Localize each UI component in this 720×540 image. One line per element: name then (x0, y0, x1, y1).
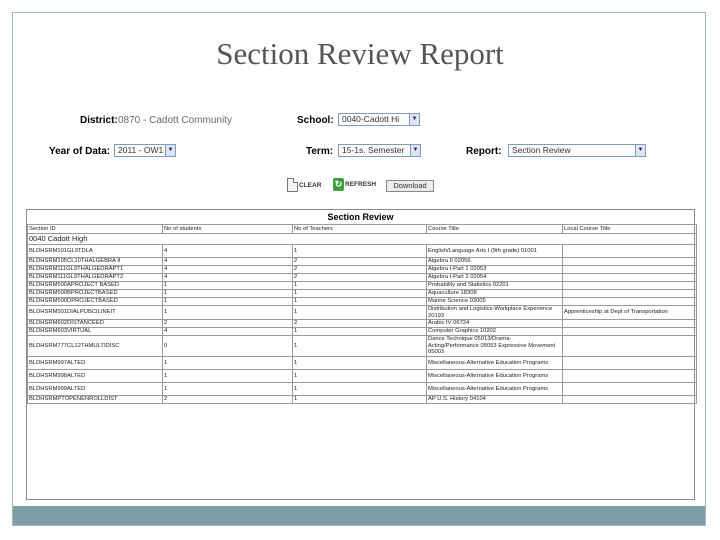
table-cell: 1 (293, 298, 427, 306)
table-cell: 1 (293, 369, 427, 382)
table-cell: Distribution and Logistics-Workplace Experience 20193 (427, 306, 563, 320)
refresh-label: REFRESH (345, 181, 377, 188)
table-row (28, 382, 697, 395)
table-cell: Computer Graphics 10202 (427, 328, 563, 336)
table-cell: BLDHSRM111GL9THALGEDRAPT1 (28, 266, 163, 274)
chevron-down-icon[interactable]: ▼ (409, 114, 419, 125)
table-cell: BLDHSRM999ALTED (28, 382, 163, 395)
table-cell: 1 (293, 336, 427, 357)
table-row (28, 290, 697, 298)
table-cell: Algebra I-Part 1 02053 (427, 266, 563, 274)
table-cell: 0 (163, 336, 293, 357)
table-cell: BLDHSRM602DISTANCEED (28, 320, 163, 328)
report-select-value: Section Review (512, 145, 571, 155)
table-cell: BLDHSRM997ALTED (28, 356, 163, 369)
table-cell: 2 (293, 258, 427, 266)
table-cell: BLDHSRM501DIALPUBCILINEIT (28, 306, 163, 320)
table-row (28, 395, 697, 403)
table-row (28, 258, 697, 266)
table-cell (563, 382, 697, 395)
table-row (28, 356, 697, 369)
slide-footer-band (13, 506, 705, 525)
table-cell: Miscellaneous-Alternative Education Programs (427, 356, 563, 369)
table-cell: 2 (163, 320, 293, 328)
table-cell (563, 336, 697, 357)
table-cell (563, 356, 697, 369)
column-header: No of students (163, 225, 293, 234)
table-cell: BLDHSRM500DPROJECTBASED (28, 298, 163, 306)
table-cell: BLDHSRM777CL12THMULTIDISC (28, 336, 163, 357)
table-cell: Miscellaneous-Alternative Education Programs (427, 382, 563, 395)
table-cell: BLDHSRM101GL9TDLA (28, 245, 163, 258)
table-cell (563, 266, 697, 274)
table-cell (563, 282, 697, 290)
table-cell: AP U.S. History 04104 (427, 395, 563, 403)
report-panel (26, 209, 695, 500)
chevron-down-icon[interactable]: ▼ (165, 145, 175, 156)
table-cell: BLDHSRM603VIRTUAL (28, 328, 163, 336)
table-row (28, 328, 697, 336)
document-icon (287, 178, 298, 192)
table-row (28, 266, 697, 274)
table-cell (563, 328, 697, 336)
table-cell: English/Language Arts I (9th grade) 01001 (427, 245, 563, 258)
table-cell: BLDHSRM105CL10THALGEBRA II (28, 258, 163, 266)
table-cell: 1 (293, 395, 427, 403)
table-cell: Dance Technique 05013/Drama-Acting/Performance 05053 Expressive Movement 05003 (427, 336, 563, 357)
school-label: School: (297, 115, 334, 126)
page-title: Section Review Report (216, 36, 504, 71)
report-title: Section Review (327, 212, 394, 222)
year-select[interactable] (114, 144, 176, 157)
table-header-row (28, 225, 697, 234)
table-cell: 4 (163, 274, 293, 282)
table-row (28, 298, 697, 306)
term-select-value: 15-1s. Semester (342, 145, 405, 155)
column-header: Section ID (28, 225, 163, 234)
section-review-table (27, 224, 697, 404)
table-cell: Arabic IV 06724 (427, 320, 563, 328)
table-cell: BLDHSRMPTOPENENROLLDIST (28, 395, 163, 403)
refresh-button[interactable] (333, 178, 376, 191)
column-header: Local Course Title (563, 225, 697, 234)
table-cell: 1 (163, 306, 293, 320)
district-value: 0870 - Cadott Community (118, 115, 232, 126)
table-cell: 1 (293, 290, 427, 298)
table-cell (563, 395, 697, 403)
table-row (28, 282, 697, 290)
table-cell: BLDHSRM111GL9THALGEDRAPT2 (28, 274, 163, 282)
report-select[interactable] (508, 144, 646, 157)
school-select-value: 0040-Cadott Hi (342, 114, 400, 124)
table-cell (563, 320, 697, 328)
table-cell: Algebra I-Part 2 02054 (427, 274, 563, 282)
table-cell: 4 (163, 245, 293, 258)
table-cell: Miscellaneous-Alternative Education Programs (427, 369, 563, 382)
refresh-icon: ↻ (334, 179, 343, 189)
year-label: Year of Data: (49, 146, 111, 157)
chevron-down-icon[interactable]: ▼ (410, 145, 420, 156)
table-cell: 1 (163, 356, 293, 369)
table-cell: 1 (293, 282, 427, 290)
column-header: Course Title (427, 225, 563, 234)
column-header: No of Teachers (293, 225, 427, 234)
school-select[interactable] (338, 113, 420, 126)
table-cell (563, 258, 697, 266)
table-cell: 1 (163, 369, 293, 382)
table-cell: BLDHSRM500APROJECT BASED (28, 282, 163, 290)
download-button[interactable]: Download (386, 180, 434, 192)
table-cell: 4 (163, 258, 293, 266)
table-cell: BLDHSRM998ALTED (28, 369, 163, 382)
table-cell: Marine Science 03005 (427, 298, 563, 306)
chevron-down-icon[interactable]: ▼ (635, 145, 645, 156)
table-cell (563, 274, 697, 282)
table-row (28, 245, 697, 258)
table-cell: Algebra II 02056 (427, 258, 563, 266)
table-row (28, 306, 697, 320)
clear-button[interactable] (287, 178, 321, 192)
term-select[interactable] (338, 144, 421, 157)
district-label: District: (80, 115, 118, 126)
table-cell: 1 (293, 356, 427, 369)
table-cell: 1 (163, 298, 293, 306)
table-cell: Probability and Statistics 02201 (427, 282, 563, 290)
table-cell: 2 (293, 266, 427, 274)
table-cell (563, 369, 697, 382)
table-cell: Aquaculture 18308 (427, 290, 563, 298)
table-cell: 2 (163, 395, 293, 403)
group-label: 0040 Cadott High (28, 234, 697, 245)
table-row (28, 274, 697, 282)
table-cell: 1 (293, 328, 427, 336)
table-cell: 1 (293, 306, 427, 320)
table-cell: 4 (163, 328, 293, 336)
table-row (28, 336, 697, 357)
table-cell: 1 (163, 290, 293, 298)
group-row (28, 234, 697, 245)
table-cell: Apprenticeship at Dept of Transportation (563, 306, 697, 320)
table-cell: 4 (163, 266, 293, 274)
table-cell (563, 290, 697, 298)
table-cell: 1 (163, 282, 293, 290)
table-cell: 2 (293, 274, 427, 282)
table-row (28, 369, 697, 382)
table-cell: 1 (293, 382, 427, 395)
table-cell: 1 (293, 245, 427, 258)
term-label: Term: (306, 146, 334, 157)
report-label: Report: (466, 146, 502, 157)
table-cell: 1 (163, 382, 293, 395)
table-cell (563, 298, 697, 306)
clear-label: CLEAR (299, 181, 322, 189)
table-cell: BLDHSRM500BPROJECTBASED (28, 290, 163, 298)
table-row (28, 320, 697, 328)
table-cell: 2 (293, 320, 427, 328)
table-cell (563, 245, 697, 258)
year-select-value: 2011 - OW1 (118, 145, 164, 155)
